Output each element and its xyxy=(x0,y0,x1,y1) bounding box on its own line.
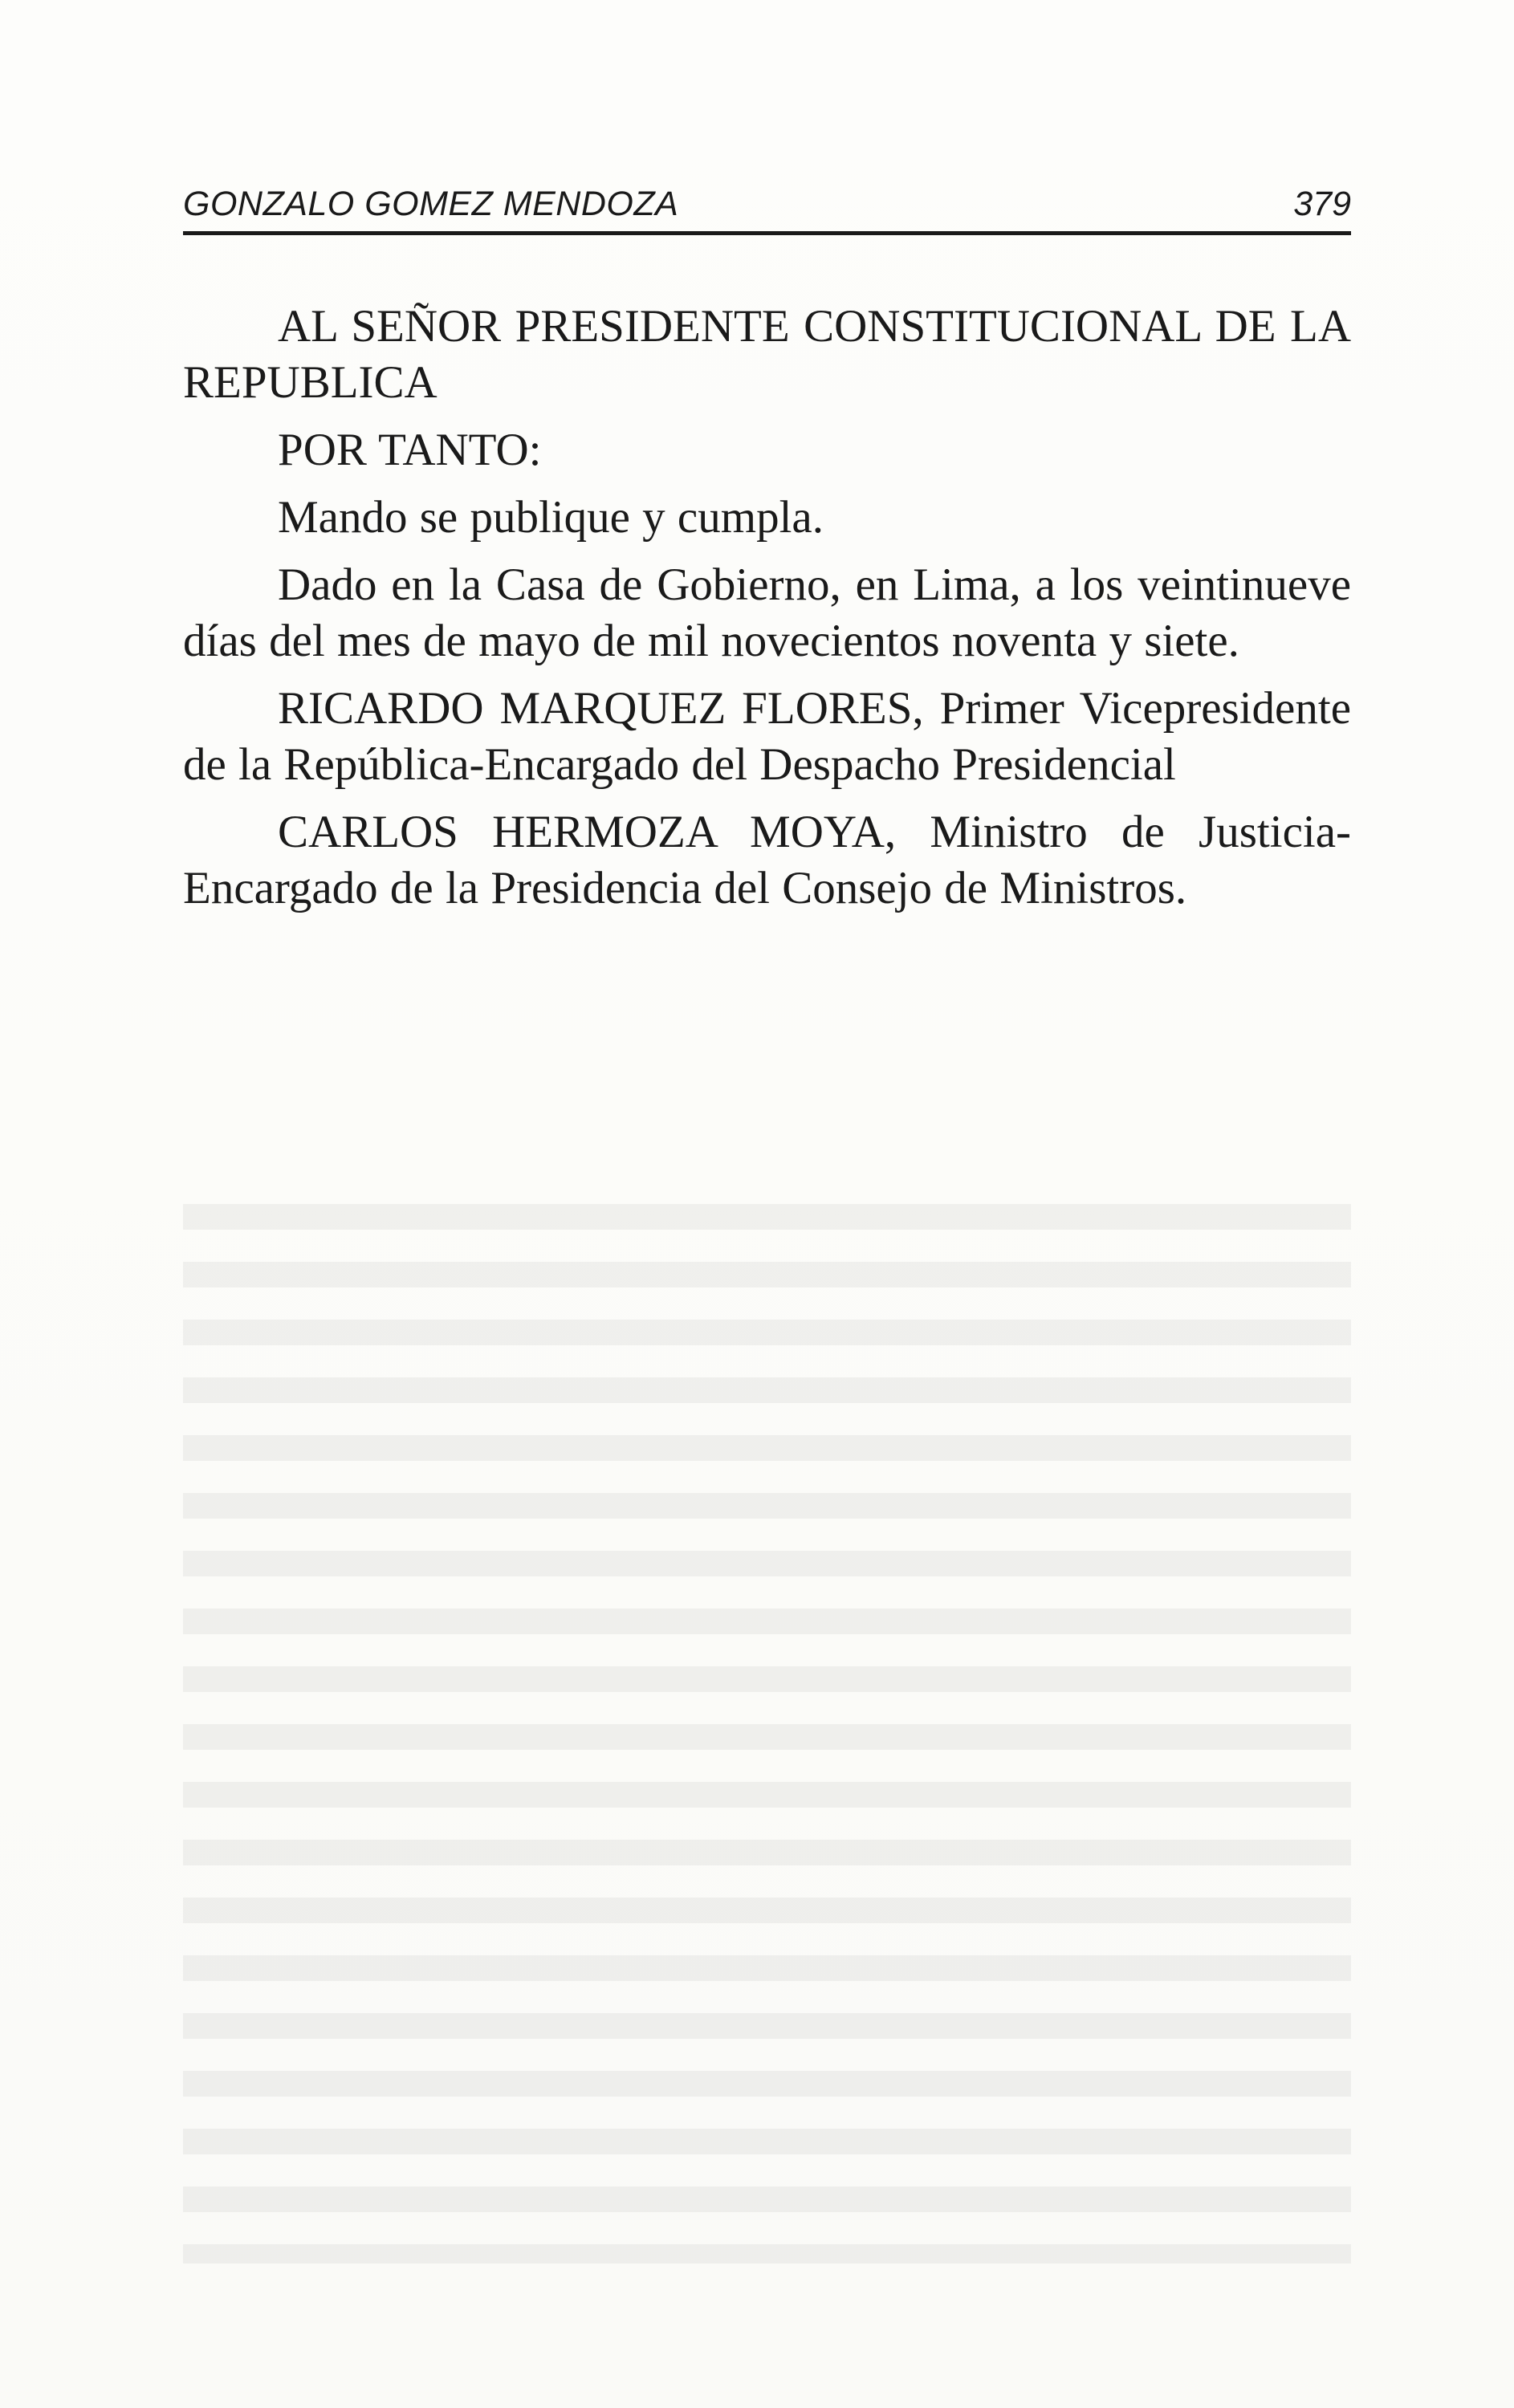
signatory-paragraph-2: CARLOS HERMOZA MOYA, Ministro de Justicia-Encargado de la Presidencia del Consejo de Ministros. xyxy=(183,807,1351,913)
por-tanto-paragraph: POR TANTO: xyxy=(278,425,542,475)
date-paragraph: Dado en la Casa de Gobierno, en Lima, a los veintinueve días del mes de mayo de mil novecientos noventa y siete. xyxy=(183,559,1351,666)
header-author: GONZALO GOMEZ MENDOZA xyxy=(183,185,679,223)
header-rule xyxy=(183,231,1351,235)
addressee-paragraph: AL SEÑOR PRESIDENTE CONSTITUCIONAL DE LA REPUBLICA xyxy=(183,301,1351,408)
signatory-paragraph-1: RICARDO MARQUEZ FLORES, Primer Vicepresidente de la República-Encargado del Despacho Presidencial xyxy=(183,683,1351,790)
mando-paragraph: Mando se publique y cumpla. xyxy=(278,492,824,543)
page-number: 379 xyxy=(1293,185,1351,223)
running-header xyxy=(183,178,1351,234)
body-text xyxy=(183,299,1351,917)
show-through-texture xyxy=(183,1180,1351,2264)
